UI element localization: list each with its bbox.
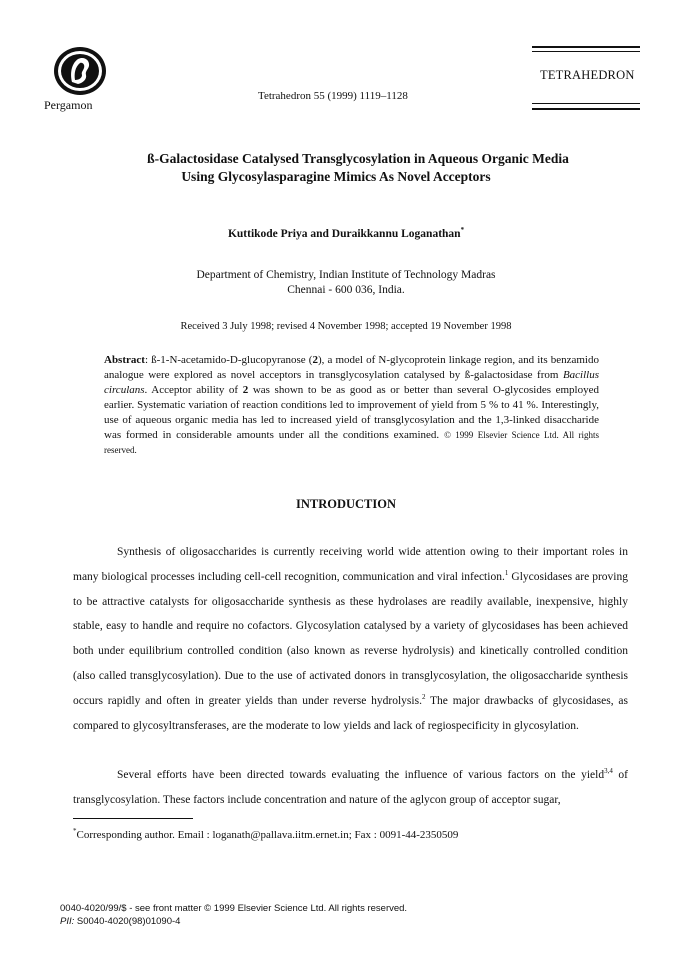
publisher-name: Pergamon bbox=[44, 98, 93, 112]
p1-text-a: Synthesis of oligosaccharides is currently receiving world wide attention owing to their important roles in many biological processes including cell-cell recognition, communication and viral infection. bbox=[73, 546, 628, 583]
abstract-label: Abstract bbox=[104, 354, 145, 366]
authors-text: Kuttikode Priya and Duraikkannu Loganathan bbox=[227, 228, 461, 240]
journal-citation: Tetrahedron 55 (1999) 1119–1128 bbox=[258, 90, 408, 102]
journal-rule-top bbox=[532, 46, 640, 48]
journal-name: TETRAHEDRON bbox=[540, 68, 635, 82]
footnote bbox=[73, 829, 458, 841]
abstract-copyright: © 1999 Elsevier Science Ltd. All rights reserved. bbox=[104, 430, 600, 455]
journal-rule-top-thin bbox=[532, 51, 640, 52]
p2-text-b: of transglycosylation. These factors include concentration and nature of the aglycon group of acceptor sugar, bbox=[73, 769, 628, 806]
affiliation bbox=[0, 268, 692, 298]
species-name: Bacillus circulans bbox=[104, 369, 599, 396]
section-heading-introduction: INTRODUCTION bbox=[295, 497, 396, 511]
compound-ref-2b: 2 bbox=[242, 384, 249, 396]
affiliation-line-2: Chennai - 600 036, India. bbox=[287, 284, 405, 296]
pii-value: S0040-4020(98)01090-4 bbox=[74, 916, 181, 927]
body-paragraph-1 bbox=[73, 540, 628, 738]
article-title bbox=[0, 150, 692, 186]
abstract bbox=[104, 353, 599, 458]
footnote-rule bbox=[73, 818, 193, 819]
p1-text-b: Glycosidases are proving to be attractive catalysts for oligosaccharide synthesis as these hydrolases are readily available, inexpensive, highly stable, easy to handle and require no cofactors. Glycosylation catalysed by a variety of glycosidases has been achieved both under equilibrium controlled condition (also known as reverse hydrolysis) and kinetically controlled condition (also called transglycosylation). Due to the use of activated donors in transglycosylation, the oligosaccharide synthesis occurs rapidly and often in greater yields than under reverse hydrolysis. bbox=[73, 570, 629, 707]
abstract-text-2: ), a model of N-glycoprotein linkage region, and its benzamido analogue were explored as novel acceptors in transglycosylation catalysed by ß-galactosidase from bbox=[104, 354, 599, 381]
citation-sup-1: 1 bbox=[504, 568, 509, 577]
citation-sup-2: 2 bbox=[421, 692, 426, 701]
pii-line bbox=[60, 915, 407, 928]
corresponding-author-mark: * bbox=[460, 226, 465, 234]
pii-label: PII: bbox=[60, 916, 75, 927]
received-dates: Received 3 July 1998; revised 4 November 1998; accepted 19 November 1998 bbox=[180, 321, 512, 332]
journal-rule-bottom bbox=[532, 108, 640, 110]
p1-text-c: The major drawbacks of glycosidases, as compared to glycosyltransferases, are the moderate to low yields and lack of regiospecificity in glycosylation. bbox=[73, 694, 628, 732]
abstract-text-1: : ß-1-N-acetamido-D-glucopyranose ( bbox=[144, 354, 313, 366]
front-matter-info bbox=[60, 902, 407, 928]
footnote-text: Corresponding author. Email : loganath@pallava.iitm.ernet.in; Fax : 0091-44-2350509 bbox=[76, 829, 459, 841]
abstract-text-3: . Acceptor ability of bbox=[144, 384, 243, 396]
body-paragraph-2 bbox=[73, 763, 628, 813]
publisher-logo bbox=[50, 44, 110, 98]
compound-ref-2: 2 bbox=[312, 354, 318, 366]
author-list bbox=[0, 228, 692, 240]
affiliation-line-1: Department of Chemistry, Indian Institute of Technology Madras bbox=[196, 269, 496, 281]
title-line-2: Using Glycosylasparagine Mimics As Novel Acceptors bbox=[181, 169, 491, 184]
p2-text-a: Several efforts have been directed towards evaluating the influence of various factors on the yield bbox=[117, 769, 605, 781]
issn-line: 0040-4020/99/$ - see front matter © 1999 Elsevier Science Ltd. All rights reserved. bbox=[60, 903, 408, 914]
footnote-mark: * bbox=[73, 827, 77, 835]
journal-rule-bottom-thin bbox=[532, 103, 640, 104]
abstract-text-4: was shown to be as good as or better than several O-glycosides employed earlier. Systematic variation of reaction conditions led to improvement of yield from 5 % to 41 %. Interestingly, use of aqueous organic media has led to increased yield of transglycosylation and the 1,3-linked disaccharide was formed in considerable amounts under all the conditions examined. bbox=[104, 384, 599, 441]
title-line-1: ß-Galactosidase Catalysed Transglycosylation in Aqueous Organic Media bbox=[147, 151, 569, 166]
citation-sup-3-4: 3,4 bbox=[604, 767, 613, 775]
